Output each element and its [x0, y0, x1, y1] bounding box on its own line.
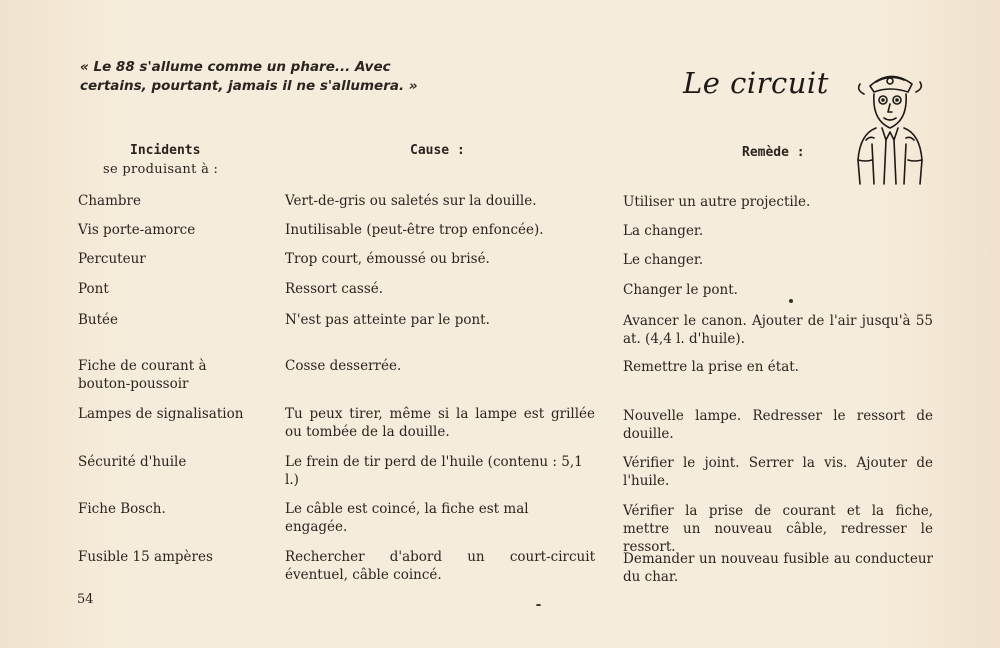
incident-cell: Sécurité d'huile [78, 454, 187, 470]
remede-cell: Avancer le canon. Ajouter de l'air jusqu'à 55 at. (4,4 l. d'huile). [623, 313, 933, 347]
incident-cell: Percuteur [78, 251, 146, 267]
cause-cell: Inutilisable (peut-être trop enfoncée). [285, 222, 544, 238]
remede-cell: Le changer. [623, 252, 704, 268]
remede-cell: Remettre la prise en état. [623, 359, 799, 375]
remede-cell: La changer. [623, 223, 704, 239]
cause-cell: Rechercher d'abord un court-circuit éventuel, câble coincé. [285, 549, 595, 583]
cause-cell: Tu peux tirer, même si la lampe est grillée ou tombée de la douille. [285, 406, 595, 440]
cause-cell: Le câble est coincé, la fiche est mal engagée. [285, 501, 529, 535]
remede-cell: Demander un nouveau fusible au conducteur du char. [623, 551, 933, 585]
incident-cell: Butée [78, 312, 119, 328]
remede-cell: Changer le pont. [623, 282, 738, 298]
cause-cell: N'est pas atteinte par le pont. [285, 312, 490, 328]
incident-cell: Vis porte-amorce [78, 222, 196, 238]
epigraph-quote: « Le 88 s'allume comme un phare... Avec certains, pourtant, jamais il ne s'allumera. » [80, 59, 418, 94]
cause-cell: Trop court, émoussé ou brisé. [285, 251, 490, 267]
column-header-incidents: Incidents [130, 143, 201, 158]
incident-cell: Fiche Bosch. [78, 501, 166, 517]
page-number: 54 [77, 592, 94, 607]
print-speck [536, 604, 541, 606]
remede-cell: Nouvelle lampe. Redresser le ressort de douille. [623, 408, 933, 442]
cause-cell: Cosse desserrée. [285, 358, 402, 374]
cause-cell: Vert-de-gris ou saletés sur la douille. [285, 193, 537, 209]
incident-cell: Pont [78, 281, 109, 297]
remede-cell: Utiliser un autre projectile. [623, 194, 811, 210]
column-header-cause: Cause : [410, 143, 465, 158]
cause-cell: Le frein de tir perd de l'huile (contenu : 5,1 l.) [285, 454, 583, 488]
incident-cell: Fusible 15 ampères [78, 549, 213, 565]
incident-cell: Lampes de signalisation [78, 406, 244, 422]
remede-cell: Vérifier la prise de courant et la fiche, mettre un nouveau câble, redresser le ressort. [623, 503, 933, 555]
incident-cell: Fiche de courant à bouton-poussoir [78, 358, 207, 392]
column-header-remede: Remède : [742, 145, 805, 160]
column-header-incidents-sub: se produisant à : [103, 162, 219, 177]
cause-cell: Ressort cassé. [285, 281, 384, 297]
print-speck [789, 299, 793, 303]
cartoon-officer-illustration [846, 64, 934, 192]
remede-cell: Vérifier le joint. Serrer la vis. Ajouter de l'huile. [623, 455, 933, 489]
page-title: Le circuit [683, 66, 829, 100]
incident-cell: Chambre [78, 193, 141, 209]
